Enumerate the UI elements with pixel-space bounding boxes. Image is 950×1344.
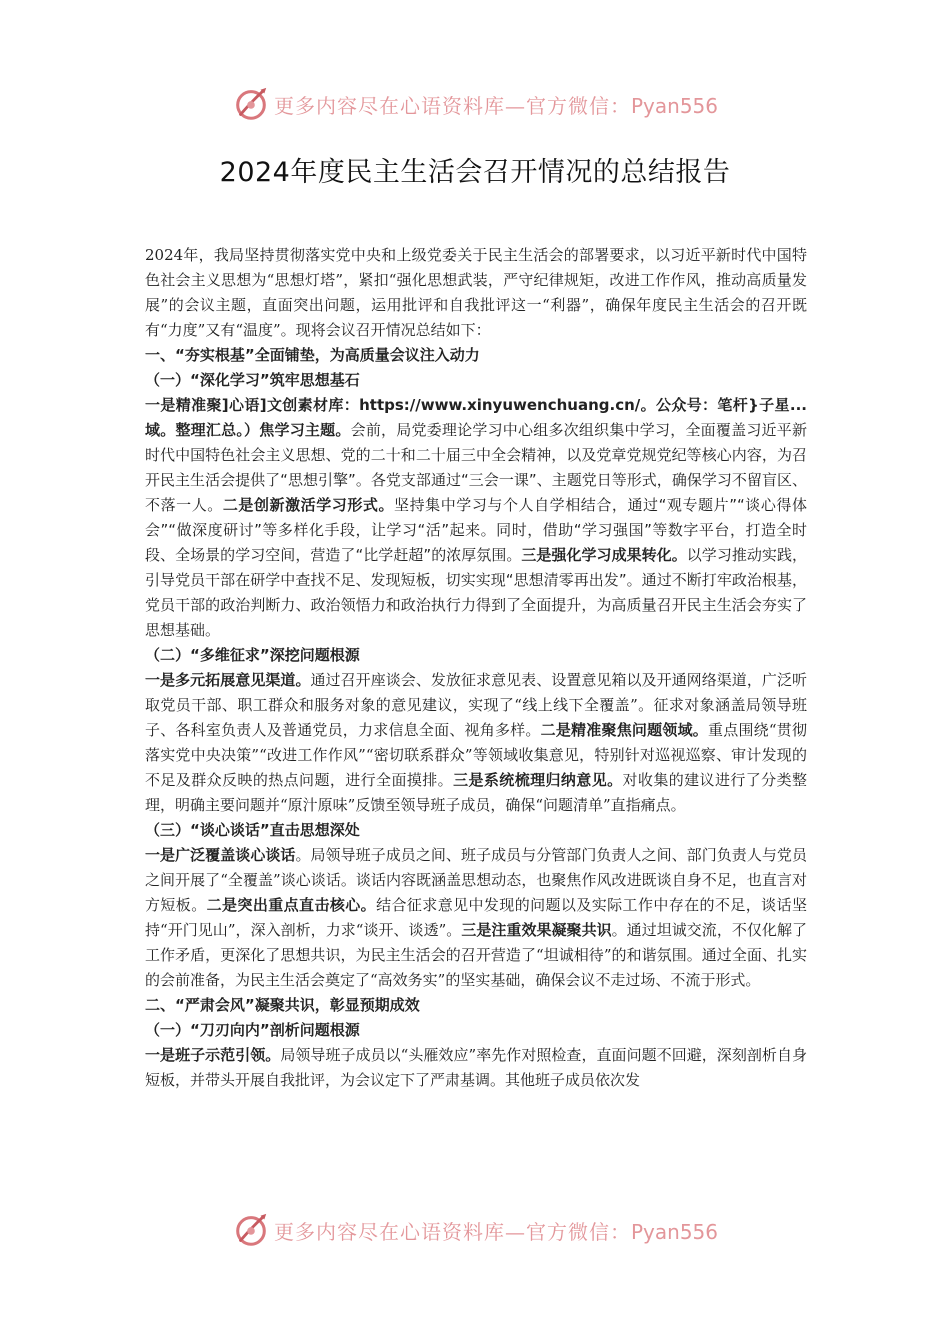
brush-logo-icon [232, 85, 270, 123]
paragraph-1-2: 一是多元拓展意见渠道。通过召开座谈会、发放征求意见表、设置意见箱以及开通网络渠道，广泛听取党员干部、职工群众和服务对象的意见建议，实现了“线上线下全覆盖”。征求对象涵盖局领导班子、各科室负责人及普通党员，力求信息全面、视角多样。二是精准聚焦问题领域。重点围绕“贯彻落实党中央决策”“改进工作作风”“密切联系群众”等领域收集意见，特别针对巡视巡察、审计发现的不足及群众反映的热点问题，进行全面摸排。三是系统梳理归纳意见。对收集的建议进行了分类整理，明确主要问题并“原汁原味”反馈至领导班子成员，确保“问题清单”直指痛点。 [145, 671, 807, 814]
banner-text: 更多内容尽在心语资料库—官方微信：Pyan556 [273, 1219, 718, 1244]
subsection-heading-1-2: （二）“多维征求”深挖问题根源 [145, 646, 360, 664]
paragraph-1-1: 一是精准聚]心语]文创素材库：https://www.xinyuwenchuang.cn/。公众号：笔杆}子星...域。整理汇总。）焦学习主题。会前，局党委理论学习中心组多次组织集中学习，全面覆盖习近平新时代中国特色社会主义思想、党的二十和二十届三中全会精神，以及党章党规党纪等核心内容，为召开民主生活会提供了“思想引擎”。各党支部通过“三会一课”、主题党日等形式，确保学习不留盲区、不落一人。二是创新激活学习形式。坚持集中学习与个人自学相结合，通过“观专题片”“谈心得体会”“做深度研讨”等多样化手段，让学习“活”起来。同时，借助“学习强国”等数字平台，打造全时段、全场景的学习空间，营造了“比学赶超”的浓厚氛围。三是强化学习成果转化。以学习推动实践，引导党员干部在研学中查找不足、发现短板，切实实现“思想清零再出发”。通过不断打牢政治根基，党员干部的政治判断力、政治领悟力和政治执行力得到了全面提升，为高质量召开民主生活会夯实了思想基础。 [145, 396, 807, 639]
intro-paragraph: 2024年，我局坚持贯彻落实党中央和上级党委关于民主生活会的部署要求，以习近平新时代中国特色社会主义思想为“思想灯塔”，紧扣“强化思想武装，严守纪律规矩，改进工作作风，推动高质量发展”的会议主题，直面突出问题，运用批评和自我批评这一“利器”，确保年度民主生活会的召开既有“力度”又有“温度”。现将会议召开情况总结如下： [145, 246, 807, 339]
brush-logo-icon [232, 1211, 270, 1249]
subsection-heading-2-1: （一）“刀刃向内”剖析问题根源 [145, 1021, 360, 1039]
section-heading-1: 一、“夯实根基”全面铺垫，为高质量会议注入动力 [145, 346, 480, 364]
section-heading-2: 二、“严肃会风”凝聚共识，彰显预期成效 [145, 996, 420, 1014]
document-body [145, 243, 807, 1093]
subsection-heading-1-3: （三）“谈心谈话”直击思想深处 [145, 821, 360, 839]
bottom-banner[interactable] [0, 1208, 950, 1252]
paragraph-2-1: 一是班子示范引领。局领导班子成员以“头雁效应”率先作对照检查，直面问题不回避，深刻剖析自身短板，并带头开展自我批评，为会议定下了严肃基调。其他班子成员依次发 [145, 1046, 807, 1089]
banner-text: 更多内容尽在心语资料库—官方微信：Pyan556 [273, 93, 718, 118]
subsection-heading-1-1: （一）“深化学习”筑牢思想基石 [145, 371, 360, 389]
document-title: 2024年度民主生活会召开情况的总结报告 [219, 157, 731, 188]
paragraph-1-3: 一是广泛覆盖谈心谈话。局领导班子成员之间、班子成员与分管部门负责人之间、部门负责人与党员之间开展了“全覆盖”谈心谈话。谈话内容既涵盖思想动态，也聚焦作风改进既谈自身不足，也直言对方短板。二是突出重点直击核心。结合征求意见中发现的问题以及实际工作中存在的不足，谈话坚持“开门见山”，深入剖析，力求“谈开、谈透”。三是注重效果凝聚共识。通过坦诚交流，不仅化解了工作矛盾，更深化了思想共识，为民主生活会的召开营造了“坦诚相待”的和谐氛围。通过全面、扎实的会前准备，为民主生活会奠定了“高效务实”的坚实基础，确保会议不走过场、不流于形式。 [145, 846, 807, 989]
top-banner[interactable] [0, 82, 950, 126]
